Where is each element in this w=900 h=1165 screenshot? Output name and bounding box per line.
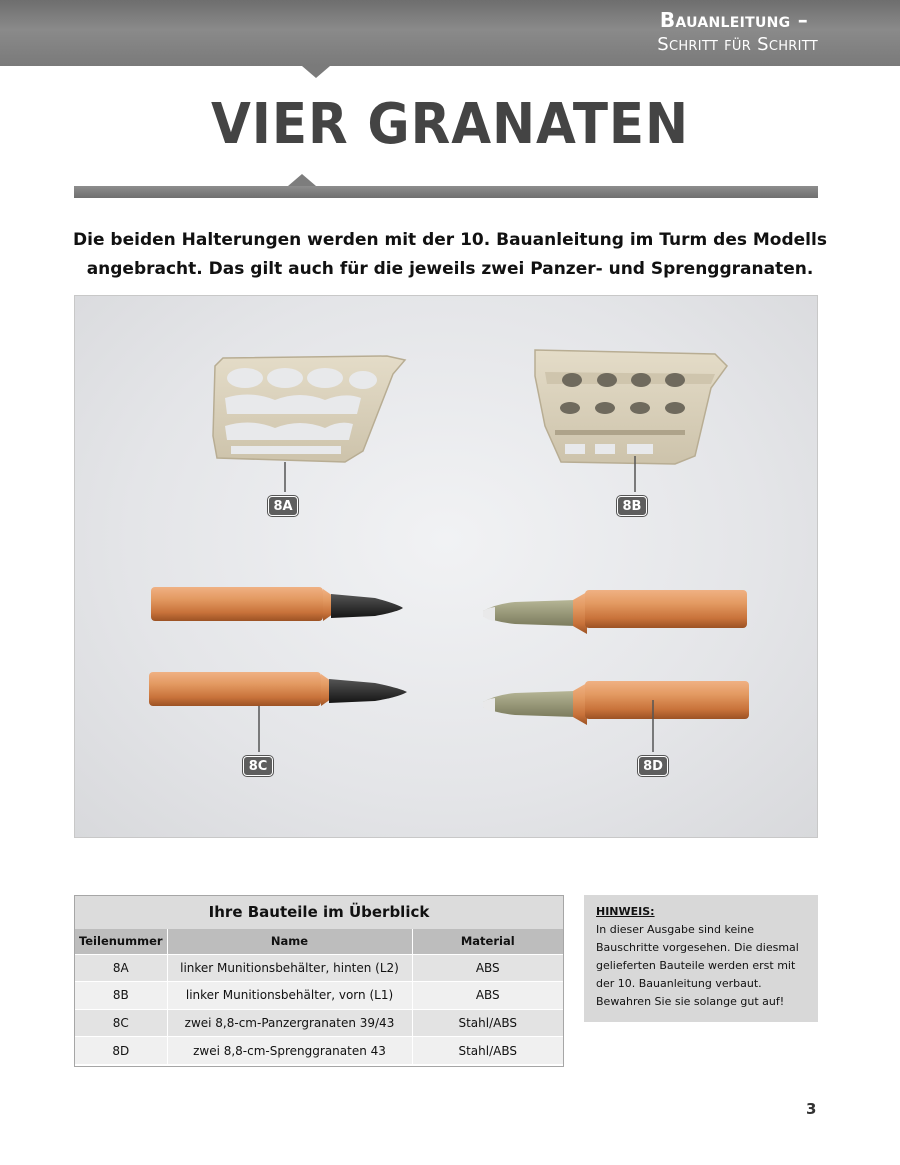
column-header-name: Name	[167, 929, 412, 954]
cell-material: Stahl/ABS	[412, 1037, 563, 1065]
note-line: Bewahren Sie sie solange gut auf!	[596, 995, 785, 1008]
parts-table	[74, 895, 564, 1067]
note-line: In dieser Ausgabe sind keine	[596, 923, 755, 936]
table-caption: Ihre Bauteile im Überblick	[75, 896, 563, 929]
note-box	[584, 895, 818, 1022]
part-label-8d: 8D	[638, 756, 668, 776]
part-label-8a: 8A	[268, 496, 298, 516]
title-divider	[74, 186, 818, 198]
note-line: gelieferten Bauteile werden erst mit	[596, 959, 796, 972]
cell-name: zwei 8,8-cm-Panzergranaten 39/43	[167, 1009, 412, 1037]
cell-material: Stahl/ABS	[412, 1009, 563, 1037]
parts-grid	[75, 929, 563, 1064]
table-row	[75, 982, 563, 1010]
cell-material: ABS	[412, 982, 563, 1010]
cell-part-number: 8C	[75, 1009, 167, 1037]
shell-8d-bottom	[483, 681, 749, 752]
column-header-part-number: Teilenummer	[75, 929, 167, 954]
page-number: 3	[806, 1100, 817, 1118]
cell-part-number: 8B	[75, 982, 167, 1010]
table-header-row	[75, 929, 563, 954]
table-row	[75, 1037, 563, 1065]
table-row	[75, 954, 563, 982]
banner-section-subtitle: Schritt für Schritt	[657, 34, 818, 55]
table-row	[75, 1009, 563, 1037]
intro-text	[60, 226, 840, 284]
cell-part-number: 8A	[75, 954, 167, 982]
cell-material: ABS	[412, 954, 563, 982]
parts-photo	[74, 295, 818, 838]
note-title: HINWEIS:	[596, 905, 655, 918]
page-title: VIER GRANATEN	[210, 92, 690, 157]
shell-8c-top	[151, 587, 403, 621]
part-label-8b: 8B	[617, 496, 647, 516]
part-label-8c: 8C	[243, 756, 273, 776]
intro-line-1: Die beiden Halterungen werden mit der 10. Bauanleitung im Turm des Modells	[73, 230, 827, 250]
cell-name: linker Munitionsbehälter, vorn (L1)	[167, 982, 412, 1010]
top-banner	[0, 0, 900, 66]
banner-section-title: Bauanleitung –	[659, 8, 808, 32]
rack-8b	[535, 350, 727, 492]
note-line: Bauschritte vorgesehen. Die diesmal	[596, 941, 799, 954]
parts-photo-illustration	[75, 296, 819, 839]
note-line: der 10. Bauanleitung verbaut.	[596, 977, 762, 990]
rack-8a	[213, 356, 405, 492]
cell-name: zwei 8,8-cm-Sprenggranaten 43	[167, 1037, 412, 1065]
shell-8c-bottom	[149, 672, 407, 752]
cell-name: linker Munitionsbehälter, hinten (L2)	[167, 954, 412, 982]
shell-8d-top	[483, 590, 747, 634]
column-header-material: Material	[412, 929, 563, 954]
intro-line-2: angebracht. Das gilt auch für die jeweils zwei Panzer- und Sprenggranaten.	[86, 259, 814, 279]
cell-part-number: 8D	[75, 1037, 167, 1065]
